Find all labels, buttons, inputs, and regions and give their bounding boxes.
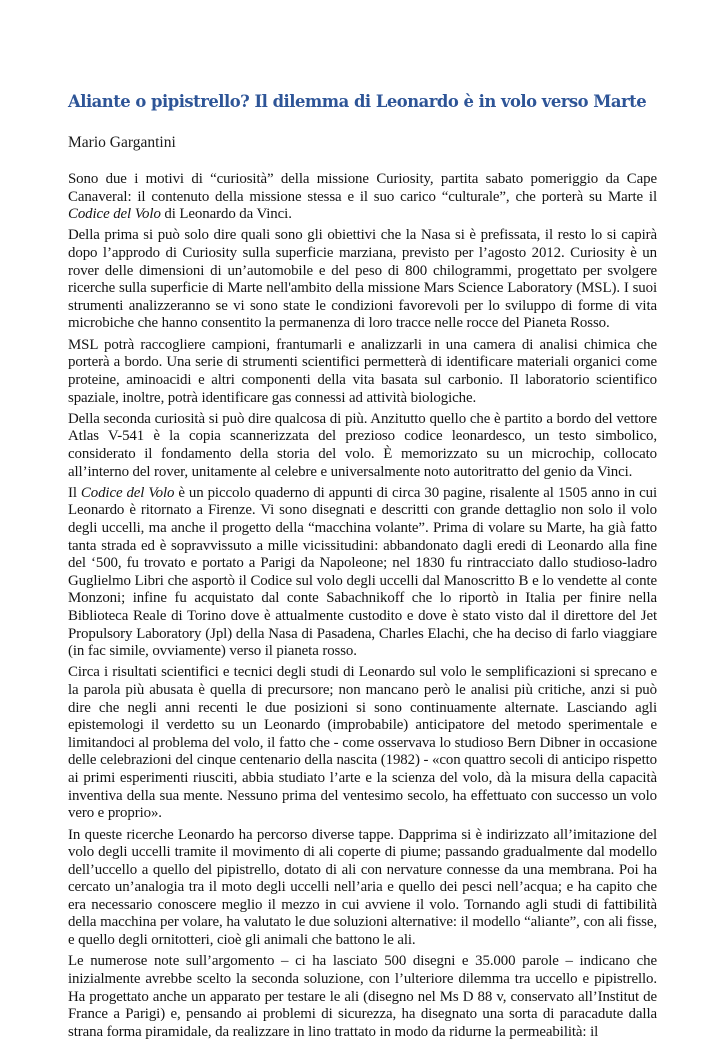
- paragraph-5-text: è un piccolo quaderno di appunti di circa 30 pagine, risalente al 1505 anno in cui Leonardo è ritornato a Firenze. Vi sono disegnati e descritti con grande dettaglio non solo il volo degli uccelli, ma anche il progetto della “macchina volante”. Prima di volare su Marte, ha già fatto tanta strada ed è sopravvissuto a mille vicissitudini: abbandonato dagli eredi di Leonardo alla fine del ‘500, fu trovato e portato a Parigi da Napoleone; nel 1830 fu rintracciato dallo studioso-ladro Guglielmo Libri che asportò il Codice sul volo degli uccelli dal Manoscritto B e lo vendette al conte Monzoni; infine fu acquistato dal conte Sabachnikoff che lo riportò in Italia per finire nella Biblioteca Reale di Torino dove è attualmente custodito e dove è stato visto dal il direttore del Jet Propulsory Laboratory (Jpl) della Nasa di Pasadena, Charles Elachi, che ha deciso di farlo viaggiare (in fac simile, ovviamente) verso il pianeta rosso.: [68, 484, 657, 660]
- paragraph-4: Della seconda curiosità si può dire qualcosa di più. Anzitutto quello che è partito a bordo del vettore Atlas V-541 è la copia scannerizzata del prezioso codice leonardesco, un testo simbolico, considerato il fondamento della storia del volo. È memorizzato su un microchip, collocato all’interno del rover, unitamente al celebre e universalmente noto autoritratto del genio da Vinci.: [68, 410, 657, 480]
- paragraph-3: MSL potrà raccogliere campioni, frantumarli e analizzarli in una camera di analisi chimica che porterà a bordo. Una serie di strumenti scientifici permetterà di identificare materiali organici come proteine, aminoacidi e altri componenti della vita basata sul carbonio. Il laboratorio scientifico spaziale, inoltre, potrà identificare gas connessi ad attività biologiche.: [68, 336, 657, 406]
- paragraph-1: [68, 171, 657, 224]
- paragraph-8: Le numerose note sull’argomento – ci ha lasciato 500 disegni e 35.000 parole – indicano che inizialmente avrebbe scelto la seconda soluzione, con l’ulteriore dilemma tra uccello e pipistrello. Ha progettato anche un apparato per testare le ali (disegno nel Ms D 88 v, conservato all’Institut de France a Parigi) e, pensando ai problemi di sicurezza, ha disegnato una sorta di paracadute dalla strana forma piramidale, da realizzare in lino trattato in modo da ridurne la permeabilità: il: [68, 953, 657, 1040]
- paragraph-5-lead: Il: [68, 484, 81, 501]
- paragraph-2: Della prima si può solo dire quali sono gli obiettivi che la Nasa si è prefissata, il resto lo si capirà dopo l’approdo di Curiosity sulla superficie marziana, previsto per l’agosto 2012. Curiosity è un rover delle dimensioni di un’automobile e del peso di 800 chilogrammi, progettato per svolgere ricerche sulla superficie di Marte nell'ambito della missione Mars Science Laboratory (MSL). I suoi strumenti analizzeranno se vi sono state le condizioni favorevoli per lo sviluppo di forme di vita microbiche che hanno consentito la permanenza di loro tracce nelle rocce del Pianeta Rosso.: [68, 227, 657, 332]
- article-title: Aliante o pipistrello? Il dilemma di Leonardo è in volo verso Marte: [68, 92, 647, 111]
- paragraph-5-codex-title: Codice del Volo: [80, 484, 175, 501]
- paragraph-6: Circa i risultati scientifici e tecnici degli studi di Leonardo sul volo le semplificazioni si sprecano e la parola più abusata è quella di precursore; non mancano però le analisi più critiche, anzi si può dire che negli anni recenti le due posizioni si sono continuamente alternate. Lasciando agli epistemologi il verdetto su un Leonardo (improbabile) anticipatore del metodo sperimentale e limitandoci al problema del volo, il fatto che - come osservava lo studioso Bern Dibner in occasione delle celebrazioni del cinque centenario della nascita (1982) - «con quattro secoli di anticipo rispetto ai primi esperimenti riusciti, abbia studiato l’arte e la scienza del volo, dà la misura della capacità inventiva della sua mente. Nessuno prima del ventesimo secolo, ha effettuato con successo un volo vero e proprio».: [68, 664, 657, 822]
- paragraph-5: [68, 485, 657, 661]
- article-body: [68, 171, 657, 1045]
- paragraph-7: In queste ricerche Leonardo ha percorso diverse tappe. Dapprima si è indirizzato all’imitazione del volo degli uccelli tramite il movimento di ali coperte di piume; passando gradualmente dal modello dell’uccello a quello del pipistrello, dotato di ali con nervature connesse da una membrana. Poi ha cercato un’analogia tra il moto degli uccelli nell’aria e quello dei pesci nell’acqua; e ha capito che era necessario conoscere meglio il mezzo in cui avviene il volo. Tornando agli studi di fattibilità della macchina per volare, ha valutato le due soluzioni alternative: il modello “aliante”, con ali fisse, e quello degli ornitotteri, cioè gli animali che battono le ali.: [68, 826, 657, 949]
- paragraph-1-codex-title: Codice del Volo: [68, 206, 161, 223]
- article-author: Mario Gargantini: [68, 134, 176, 151]
- paragraph-1-text: Sono due i motivi di “curiosità” della missione Curiosity, partita sabato pomeriggio da Cape Canaveral: il contenuto della missione stessa e il suo carico “culturale”, che porterà su Marte il: [68, 171, 657, 205]
- paragraph-1-tail: di Leonardo da Vinci.: [160, 206, 292, 223]
